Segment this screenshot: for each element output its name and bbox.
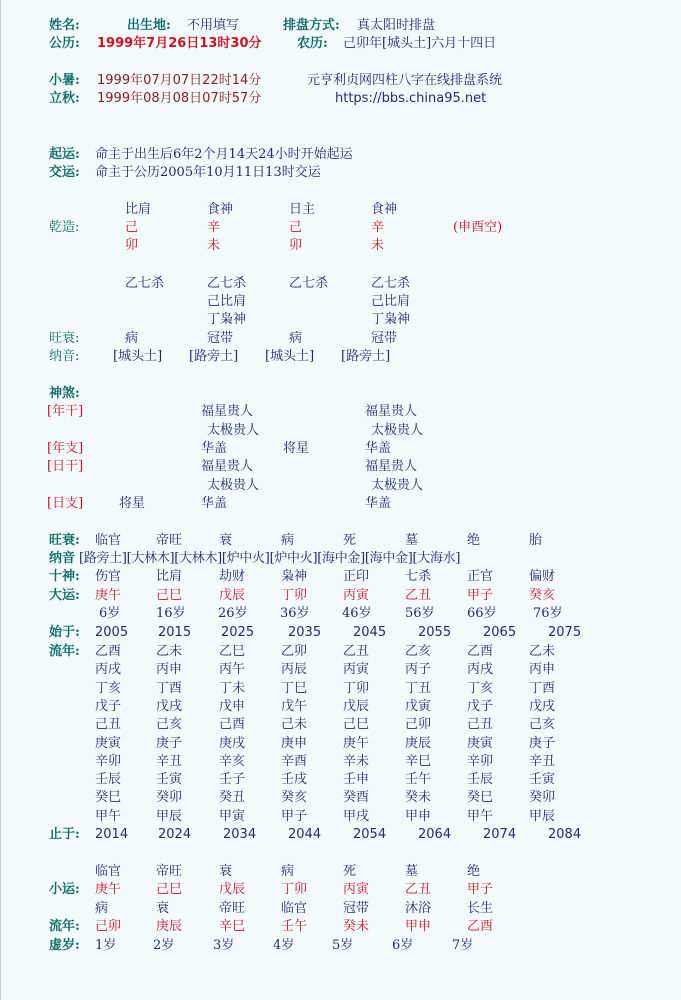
xusui-label: 虚岁:: [49, 938, 80, 953]
wangshuai-hour: 冠带: [371, 331, 398, 346]
xiaoyun-bottom-row: [1, 900, 681, 918]
liunian-row: [1, 789, 681, 807]
liunian-cell: 壬辰: [95, 772, 122, 788]
liunian-cell: 庚寅: [95, 735, 122, 751]
xiaoyun-bottom-cell: 冠带: [343, 901, 370, 916]
xusui-cell: 6岁: [392, 938, 414, 953]
liunian-cell: 甲辰: [156, 808, 183, 824]
dayun-nayin-text: [路旁土][大林木][大林木][炉中火][炉中火][海中金][海中金][大海水]: [79, 551, 461, 566]
hidden-day-1: 乙七杀: [289, 276, 329, 291]
liunian-cell: 己未: [281, 717, 308, 733]
god-day: 日主: [289, 202, 316, 217]
liunian-row: [1, 643, 681, 661]
liunian-cell: 丁未: [219, 680, 246, 696]
solar-label: 公历:: [49, 36, 80, 51]
liunian-cell: 戊寅: [405, 698, 432, 714]
dayun-shishen-row: [1, 568, 681, 586]
liunian-cell: 丙子: [405, 662, 432, 678]
liunian-cell: 丙辰: [281, 662, 308, 678]
liunian-cell: 辛未: [343, 753, 370, 769]
xiaoyun-top-cell: 临官: [95, 864, 122, 879]
dayun-age: 56岁: [405, 606, 435, 621]
liunian-cell: 壬子: [219, 772, 246, 788]
liunian-cell: 戊戌: [156, 698, 183, 714]
luck-handover-label: 交运:: [49, 165, 80, 180]
liunian-cell: 戊子: [467, 698, 494, 714]
liunian-cell: 壬寅: [529, 772, 556, 788]
dayun-age-row: [1, 605, 681, 623]
term1-value: 1999年07月07日22时14分: [97, 73, 262, 88]
hidden-month-3: 丁枭神: [207, 312, 247, 327]
dayun-shishen-cell: 偏财: [529, 569, 556, 584]
xiaoyun-top-cell: 帝旺: [156, 864, 183, 879]
liunian-cell: 辛卯: [95, 753, 122, 769]
liunian-cell: 乙丑: [343, 644, 370, 659]
dayun-wangshuai-cell: 胎: [529, 533, 543, 548]
branch-year: 卯: [125, 238, 139, 253]
shensha-year-stem: [年干]: [47, 404, 84, 419]
site-link[interactable]: https://bbs.china95.net: [335, 91, 487, 106]
shensha-ys-c4a: 福星贵人: [365, 404, 418, 419]
liunian-cell: 丁亥: [95, 680, 122, 696]
dayun-pillar: 己巳: [156, 588, 183, 603]
liunian-cell: 辛亥: [219, 753, 246, 769]
liunian-cell: 戊申: [219, 698, 246, 714]
liunian-row: [1, 716, 681, 734]
shensha-ys-c4b: 太极贵人: [371, 423, 424, 438]
dayun-start-year: 2045: [353, 625, 387, 640]
shensha-db-c2: 华盖: [201, 496, 228, 511]
xusui-cell: 4岁: [273, 938, 295, 953]
stem-month: 辛: [207, 220, 221, 235]
dayun-wangshuai-cell: 病: [281, 533, 295, 548]
xusui-cell: 5岁: [332, 938, 354, 953]
xiaoyun-liunian-cell: 乙酉: [467, 919, 494, 934]
dayun-wangshuai-cell: 临官: [95, 533, 122, 548]
dayun-end-year: 2034: [223, 827, 257, 842]
xiaoyun-top-row: [1, 863, 681, 881]
lunar-label: 农历:: [297, 36, 328, 51]
dayun-age: 6岁: [99, 606, 121, 621]
dayun-age: 76岁: [533, 606, 563, 621]
liunian-cell: 乙巳: [219, 644, 246, 659]
xiaoyun-liunian-row: [1, 918, 681, 936]
branch-day: 卯: [289, 238, 303, 253]
dayun-wangshuai-cell: 帝旺: [156, 533, 183, 548]
stem-year: 己: [125, 220, 139, 235]
xusui-cell: 3岁: [213, 938, 235, 953]
wangshuai-month: 冠带: [207, 331, 234, 346]
liunian-cell: 壬寅: [156, 772, 183, 788]
liunian-cell: 辛丑: [529, 753, 556, 769]
dayun-label: 大运:: [49, 588, 80, 603]
xiaoyun-label: 小运:: [49, 882, 80, 897]
kongwang: (申酉空): [453, 220, 503, 235]
xusui-cell: 1岁: [95, 938, 117, 953]
liunian-cell: 丁酉: [529, 680, 556, 696]
liunian-cell: 庚辰: [405, 735, 432, 751]
lunar-date: 己卯年[城头土]六月十四日: [343, 36, 497, 51]
liunian-row: [1, 680, 681, 698]
dayun-wangshuai-cell: 绝: [467, 533, 481, 548]
liunian-cell: 甲子: [281, 808, 308, 824]
dayun-pillar: 甲子: [467, 588, 494, 603]
shensha-ys-c2b: 太极贵人: [207, 423, 260, 438]
dayun-shishen-cell: 七杀: [405, 569, 432, 584]
xiaoyun-bottom-cell: 衰: [156, 901, 170, 916]
xiaoyun-pillar: 甲子: [467, 882, 494, 897]
liunian-cell: 壬辰: [467, 772, 494, 788]
hidden-hour-3: 丁枭神: [371, 312, 411, 327]
system-name: 元亨利贞网四柱八字在线排盘系统: [307, 73, 503, 88]
liunian-cell: 丁亥: [467, 680, 494, 696]
hidden-month-1: 乙七杀: [207, 276, 247, 291]
nayin-hour: [路旁土]: [341, 349, 391, 364]
hidden-hour-2: 己比肩: [371, 294, 411, 309]
dayun-age: 16岁: [156, 606, 186, 621]
liunian-row: [1, 753, 681, 771]
liunian-row: [1, 661, 681, 679]
dayun-start-year: 2015: [158, 625, 192, 640]
liunian-row: [1, 771, 681, 789]
shensha-ds-c2a: 福星贵人: [201, 459, 254, 474]
dayun-end-year: 2044: [288, 827, 322, 842]
xusui-cell: 7岁: [452, 938, 474, 953]
liunian-cell: 壬戌: [281, 772, 308, 788]
dayun-shishen-label: 十神:: [49, 569, 80, 584]
liunian-cell: 乙未: [529, 644, 556, 659]
dayun-shishen-cell: 伤官: [95, 569, 122, 584]
liunian-cell: 丙戌: [467, 662, 494, 678]
xiaoyun-liunian-cell: 庚辰: [156, 919, 183, 934]
xiaoyun-top-cell: 死: [343, 864, 357, 879]
liunian-cell: 甲申: [405, 808, 432, 824]
xiaoyun-pillar: 庚午: [95, 882, 122, 897]
nayin-day: [城头土]: [265, 349, 315, 364]
term2-label: 立秋:: [49, 91, 80, 106]
dayun-end-year: 2014: [95, 827, 129, 842]
xiaoyun-top-cell: 衰: [219, 864, 233, 879]
liunian-cell: 庚子: [156, 735, 183, 751]
liunian-cell: 丁酉: [156, 680, 183, 696]
dayun-pillar: 癸亥: [529, 588, 556, 603]
shensha-ds-c2b: 太极贵人: [207, 478, 260, 493]
xiaoyun-pillar: 戊辰: [219, 882, 246, 897]
liunian-cell: 己酉: [219, 717, 246, 733]
birthplace-label: 出生地:: [127, 18, 171, 33]
dayun-shishen-cell: 正官: [467, 569, 494, 584]
liunian-cell: 庚申: [281, 735, 308, 751]
xusui-cell: 2岁: [153, 938, 175, 953]
shensha-yb-c4: 华盖: [365, 441, 392, 456]
wangshuai-label: 旺衰:: [49, 331, 80, 346]
dayun-pillar: 丁卯: [281, 588, 308, 603]
xiaoyun-pillar: 丁卯: [281, 882, 308, 897]
shensha-yb-c3: 将星: [283, 441, 310, 456]
xiaoyun-top-cell: 病: [281, 864, 295, 879]
liunian-cell: 己亥: [529, 717, 556, 733]
xusui-row: [1, 937, 681, 955]
dayun-pillar: 戊辰: [219, 588, 246, 603]
nayin-year: [城头土]: [113, 349, 163, 364]
dayun-shishen-cell: 劫财: [219, 569, 246, 584]
xiaoyun-liunian-label: 流年:: [49, 919, 80, 934]
dayun-start-year: 2035: [288, 625, 322, 640]
liunian-cell: 乙酉: [467, 644, 494, 659]
god-year: 比肩: [125, 202, 152, 217]
xiaoyun-pillar: 乙丑: [405, 882, 432, 897]
dayun-start-row: [1, 624, 681, 642]
liunian-cell: 丙申: [529, 662, 556, 678]
dayun-end-year: 2084: [548, 827, 582, 842]
liunian-cell: 辛巳: [405, 753, 432, 769]
dayun-start-year: 2025: [221, 625, 255, 640]
dayun-age: 46岁: [342, 606, 372, 621]
stem-day: 己: [289, 220, 303, 235]
luck-start-value: 命主于出生后6年2个月14天24小时开始起运: [95, 147, 353, 162]
xiaoyun-liunian-cell: 己卯: [95, 919, 122, 934]
dayun-end-year: 2024: [158, 827, 192, 842]
dayun-end-label: 止于:: [49, 827, 80, 842]
god-hour: 食神: [371, 202, 398, 217]
xiaoyun-liunian-cell: 甲申: [405, 919, 432, 934]
xiaoyun-bottom-cell: 长生: [467, 901, 494, 916]
dayun-wangshuai-cell: 死: [343, 533, 357, 548]
branch-hour: 未: [371, 238, 385, 253]
method-label: 排盘方式:: [283, 18, 340, 33]
liunian-cell: 甲寅: [219, 808, 246, 824]
liunian-cell: 戊戌: [529, 698, 556, 714]
dayun-pillar: 庚午: [95, 588, 122, 603]
liunian-cell: 丙戌: [95, 662, 122, 678]
dayun-end-year: 2074: [483, 827, 517, 842]
hidden-year-1: 乙七杀: [125, 276, 165, 291]
xiaoyun-liunian-cell: 癸未: [343, 919, 370, 934]
shensha-day-stem: [日干]: [47, 459, 84, 474]
liunian-cell: 乙酉: [95, 644, 122, 659]
qianzao-label: 乾造:: [49, 220, 80, 235]
xiaoyun-liunian-cell: 壬午: [281, 919, 308, 934]
xiaoyun-pillar: 己巳: [156, 882, 183, 897]
liunian-cell: 壬申: [343, 772, 370, 788]
shensha-day-branch: [日支]: [47, 496, 84, 511]
liunian-cell: 丁卯: [343, 680, 370, 696]
xiaoyun-top-cell: 墓: [405, 864, 419, 879]
liunian-cell: 甲戌: [343, 808, 370, 824]
liunian-cell: 己丑: [467, 717, 494, 733]
xiaoyun-pillar-row: [1, 881, 681, 899]
method-value: 真太阳时排盘: [357, 18, 436, 33]
liunian-row: [1, 808, 681, 826]
shensha-ds-c4b: 太极贵人: [371, 478, 424, 493]
xiaoyun-bottom-cell: 沐浴: [405, 901, 432, 916]
liunian-cell: 己亥: [156, 717, 183, 733]
liunian-cell: 乙未: [156, 644, 183, 659]
shensha-title: 神煞:: [49, 386, 80, 401]
dayun-shishen-cell: 比肩: [156, 569, 183, 584]
xiaoyun-bottom-cell: 临官: [281, 901, 308, 916]
dayun-start-label: 始于:: [49, 625, 80, 640]
nayin-month: [路旁土]: [189, 349, 239, 364]
term2-value: 1999年08月08日07时57分: [97, 91, 262, 106]
dayun-shishen-cell: 枭神: [281, 569, 308, 584]
name-label: 姓名:: [49, 18, 80, 33]
shensha-ds-c4a: 福星贵人: [365, 459, 418, 474]
dayun-age: 66岁: [467, 606, 497, 621]
liunian-cell: 辛卯: [467, 753, 494, 769]
dayun-pillar: 乙丑: [405, 588, 432, 603]
liunian-cell: 甲午: [467, 808, 494, 824]
dayun-nayin-label: 纳音: [49, 551, 76, 566]
dayun-pillar: 丙寅: [343, 588, 370, 603]
stem-hour: 辛: [371, 220, 385, 235]
liunian-cell: 癸卯: [156, 790, 183, 806]
hidden-month-2: 己比肩: [207, 294, 247, 309]
nayin-label: 纳音:: [49, 349, 80, 364]
liunian-cell: 丁丑: [405, 680, 432, 696]
dayun-age: 36岁: [280, 606, 310, 621]
dayun-start-year: 2075: [548, 625, 582, 640]
liunian-cell: 庚子: [529, 735, 556, 751]
xiaoyun-bottom-cell: 帝旺: [219, 901, 246, 916]
liunian-cell: 癸卯: [529, 790, 556, 806]
liunian-cell: 戊子: [95, 698, 122, 714]
god-month: 食神: [207, 202, 234, 217]
dayun-end-year: 2054: [353, 827, 387, 842]
dayun-wangshuai-cell: 衰: [219, 533, 233, 548]
dayun-start-year: 2005: [95, 625, 129, 640]
liunian-cell: 甲辰: [529, 808, 556, 824]
liunian-cell: 癸未: [405, 790, 432, 806]
liunian-cell: 癸巳: [95, 790, 122, 806]
liunian-cell: 癸丑: [219, 790, 246, 806]
dayun-wangshuai-label: 旺衰:: [49, 533, 80, 548]
liunian-cell: 丁巳: [281, 680, 308, 696]
liunian-cell: 壬午: [405, 772, 432, 788]
liunian-cell: 甲午: [95, 808, 122, 824]
liunian-cell: 戊辰: [343, 698, 370, 714]
xiaoyun-bottom-cell: 病: [95, 901, 109, 916]
dayun-start-year: 2055: [418, 625, 452, 640]
shensha-db-c4: 华盖: [365, 496, 392, 511]
shensha-yb-c2: 华盖: [201, 441, 228, 456]
liunian-cell: 辛丑: [156, 753, 183, 769]
dayun-start-year: 2065: [483, 625, 517, 640]
liunian-cell: 辛酉: [281, 753, 308, 769]
liunian-cell: 庚戌: [219, 735, 246, 751]
liunian-cell: 乙卯: [281, 644, 308, 659]
luck-handover-value: 命主于公历2005年10月11日13时交运: [95, 165, 321, 180]
birthplace-value: 不用填写: [187, 18, 240, 33]
liunian-cell: 庚午: [343, 735, 370, 751]
shensha-year-branch: [年支]: [47, 441, 84, 456]
xiaoyun-pillar: 丙寅: [343, 882, 370, 897]
hidden-hour-1: 乙七杀: [371, 276, 411, 291]
liunian-cell: 癸酉: [343, 790, 370, 806]
xiaoyun-top-cell: 绝: [467, 864, 481, 879]
dayun-pillar-row: [1, 587, 681, 605]
luck-start-label: 起运:: [49, 147, 80, 162]
wangshuai-year: 病: [125, 331, 139, 346]
dayun-wangshuai-row: [1, 532, 681, 550]
term1-label: 小暑:: [49, 73, 80, 88]
dayun-end-year: 2064: [418, 827, 452, 842]
liunian-row: [1, 698, 681, 716]
liunian-cell: 己巳: [343, 717, 370, 733]
liunian-cell: 丙申: [156, 662, 183, 678]
liunian-cell: 丙午: [219, 662, 246, 678]
branch-month: 未: [207, 238, 221, 253]
liunian-cell: 丙寅: [343, 662, 370, 678]
xiaoyun-liunian-cell: 辛巳: [219, 919, 246, 934]
liunian-cell: 庚寅: [467, 735, 494, 751]
liunian-cell: 癸亥: [281, 790, 308, 806]
dayun-wangshuai-cell: 墓: [405, 533, 419, 548]
liunian-row: [1, 735, 681, 753]
shensha-ys-c2a: 福星贵人: [201, 404, 254, 419]
liunian-cell: 己卯: [405, 717, 432, 733]
liunian-cell: 己丑: [95, 717, 122, 733]
dayun-end-row: [1, 826, 681, 844]
dayun-age: 26岁: [218, 606, 248, 621]
solar-date: 1999年7月26日13时30分: [97, 36, 262, 51]
liunian-label: 流年:: [49, 644, 80, 659]
wangshuai-day: 病: [289, 331, 303, 346]
liunian-cell: 癸巳: [467, 790, 494, 806]
liunian-cell: 乙亥: [405, 644, 432, 659]
dayun-shishen-cell: 正印: [343, 569, 370, 584]
shensha-db-c1: 将星: [119, 496, 146, 511]
liunian-cell: 戊午: [281, 698, 308, 714]
